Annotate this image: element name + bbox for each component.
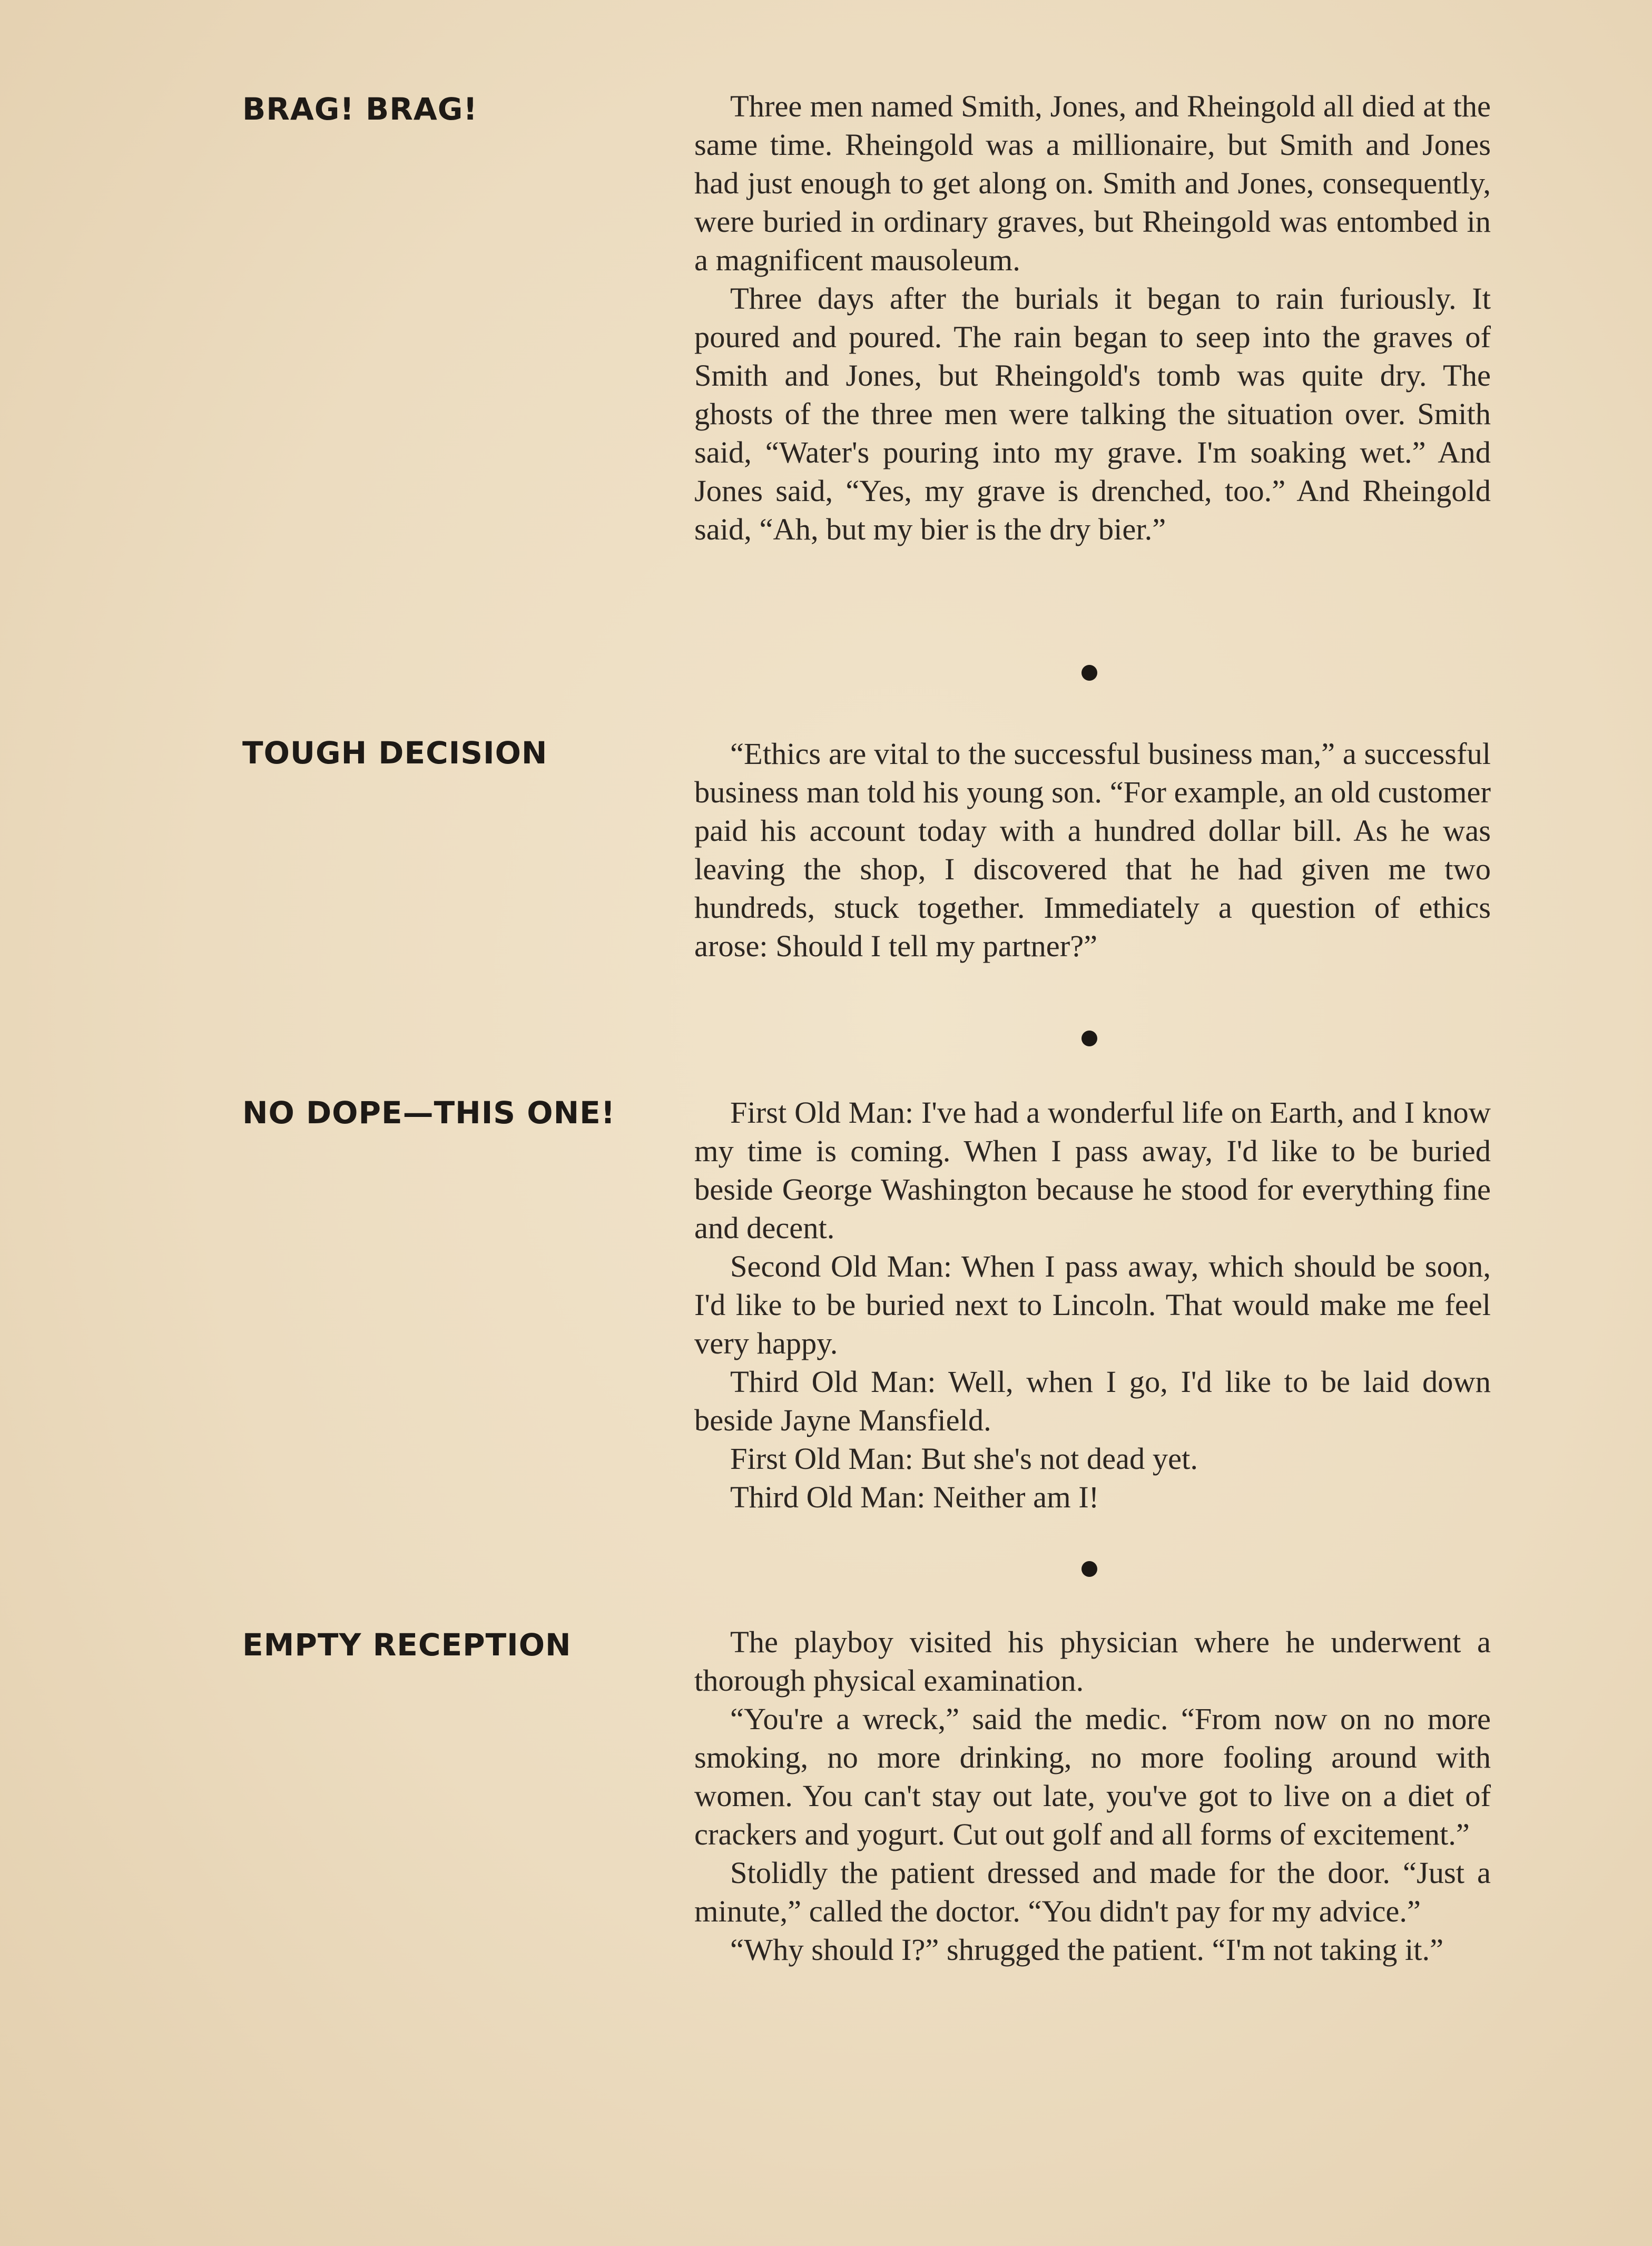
section-heading-empty-reception: EMPTY RECEPTION — [242, 1627, 572, 1663]
paragraph: “You're a wreck,” said the medic. “From now on no more smoking, no more drinking, no more fooling around with women. You can't stay out late, you've got to live on a diet of crackers and yogurt. Cut out golf and all forms of excitement.” — [694, 1702, 1491, 1851]
paragraph: Third Old Man: Neither am I! — [730, 1480, 1099, 1514]
section-body-empty-reception — [694, 1623, 1491, 1969]
section-body-no-dope — [694, 1093, 1491, 1516]
paragraph: The playboy visited his physician where he underwent a thorough physical examination. — [694, 1625, 1491, 1698]
paragraph: Three days after the burials it began to rain furiously. It poured and poured. The rain began to seep into the graves of Smith and Jones, but Rheingold's tomb was quite dry. The ghosts of the three men were talking the situation over. Smith said, “Water's pouring into my grave. I'm soaking wet.” And Jones said, “Yes, my grave is drenched, too.” And Rheingold said, “Ah, but my bier is the dry bier.” — [694, 281, 1491, 546]
paragraph: Three men named Smith, Jones, and Rheingold all died at the same time. Rheingold was a millionaire, but Smith and Jones had just enough to get along on. Smith and Jones, consequently, were buried in ordinary graves, but Rheingold was entombed in a magnificent mausoleum. — [694, 89, 1491, 277]
paragraph: “Why should I?” shrugged the patient. “I'm not taking it.” — [730, 1933, 1444, 1967]
section-body-brag — [694, 87, 1491, 548]
paragraph: “Ethics are vital to the successful business man,” a successful business man told his young son. “For example, an old customer paid his account today with a hundred dollar bill. As he was leaving the shop, I discovered that he had given me two hundreds, stuck together. Immediately a question of ethics arose: Should I tell my partner?” — [694, 737, 1491, 963]
section-heading-tough-decision: TOUGH DECISION — [242, 735, 548, 771]
paragraph: First Old Man: But she's not dead yet. — [730, 1441, 1198, 1476]
paragraph: Stolidly the patient dressed and made for the door. “Just a minute,” called the doctor. “You didn't pay for my advice.” — [694, 1856, 1491, 1928]
paragraph: Second Old Man: When I pass away, which should be soon, I'd like to be buried next to Lincoln. That would make me feel very happy. — [694, 1249, 1491, 1360]
paragraph: Third Old Man: Well, when I go, I'd like to be laid down beside Jayne Mansfield. — [694, 1365, 1491, 1437]
paragraph: First Old Man: I've had a wonderful life on Earth, and I know my time is coming. When I pass away, I'd like to be buried beside George Washington because he stood for everything fine and decent. — [694, 1095, 1491, 1245]
section-divider-bullet — [1081, 1031, 1097, 1046]
section-heading-brag: BRAG! BRAG! — [242, 91, 478, 127]
section-body-tough-decision — [694, 734, 1491, 965]
section-divider-bullet — [1081, 1561, 1097, 1577]
section-divider-bullet — [1081, 665, 1097, 681]
section-heading-no-dope: NO DOPE—THIS ONE! — [242, 1095, 616, 1131]
